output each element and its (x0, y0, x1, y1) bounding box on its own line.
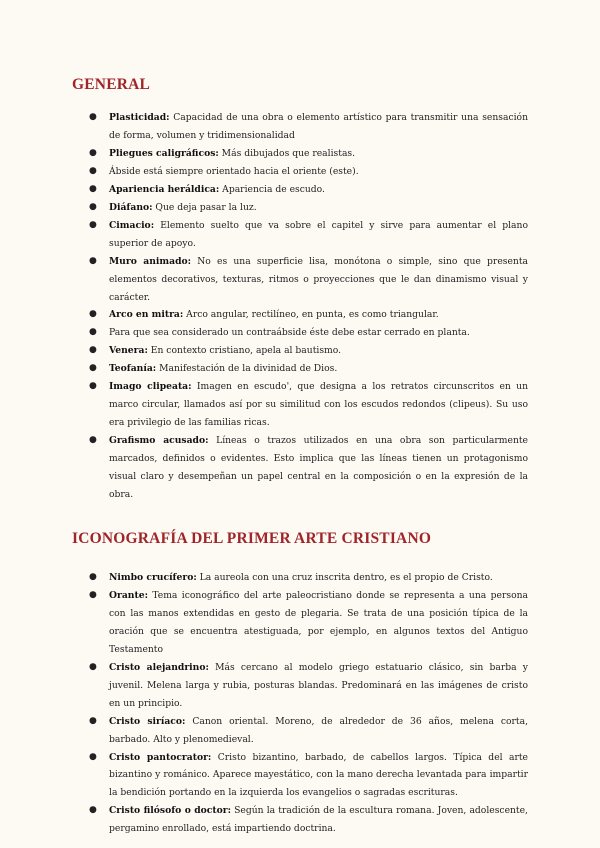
glossary-definition: Que deja pasar la luz. (152, 201, 257, 213)
bullet-icon: ● (89, 345, 97, 356)
glossary-term: Imago clipeata: (109, 381, 192, 393)
glossary-item (72, 587, 528, 659)
bullet-icon: ● (89, 661, 97, 672)
glossary-definition: Elemento suelto que va sobre el capitel y sirve para aumentar el plano superior de apoyo. (109, 219, 528, 249)
bullet-icon: ● (89, 112, 97, 122)
glossary-item (72, 109, 528, 145)
glossary-term: Venera: (109, 345, 148, 357)
bullet-icon: ● (89, 381, 97, 392)
glossary-definition: En contexto cristiano, apela al bautismo. (147, 345, 342, 357)
glossary-definition: Arco angular, rectilíneo, en punta, es como triangular. (183, 309, 439, 321)
glossary-item (72, 324, 528, 342)
glossary-definition: Canon oriental. Moreno, de alrededor de 36 años, melena corta, barbado. Alto y plenomedieval. (109, 715, 529, 745)
glossary-definition: Más cercano al modelo griego estatuario clásico, sin barba y juvenil. Melena larga y rubia, posturas blandas. Predominará en las imágenes de cristo en un principio. (109, 661, 528, 709)
bullet-icon: ● (89, 147, 97, 158)
glossary-item (72, 342, 528, 360)
section-heading-general: GENERAL (72, 76, 151, 93)
glossary-item (72, 802, 528, 838)
glossary-definition: Para que sea considerado un contraábside éste debe estar cerrado en planta. (109, 327, 470, 339)
bullet-icon: ● (89, 255, 97, 266)
bullet-icon: ● (89, 571, 97, 582)
glossary-term: Arco en mitra: (109, 309, 184, 321)
bullet-icon: ● (89, 165, 97, 176)
bullet-icon: ● (89, 715, 97, 726)
bullet-icon: ● (89, 751, 97, 762)
glossary-definition: Apariencia de escudo. (219, 183, 325, 195)
glossary-item (72, 749, 528, 803)
glossary-term: Diáfano: (109, 201, 153, 213)
bullet-icon: ● (89, 183, 97, 194)
glossary-definition: No es una superficie lisa, monótona o simple, sino que presenta elementos decorativos, texturas, ritmos o proyecciones que le dan dinamismo visual y carácter. (109, 255, 528, 303)
glossary-item (72, 253, 528, 307)
glossary-list-iconografia (72, 569, 528, 838)
glossary-term: Pliegues caligráficos: (109, 147, 219, 159)
glossary-term: Apariencia heráldica: (109, 183, 220, 195)
glossary-item (72, 306, 528, 324)
glossary-definition: La aureola con una cruz inscrita dentro, es el propio de Cristo. (196, 571, 493, 583)
glossary-item (72, 199, 528, 217)
glossary-item (72, 569, 528, 587)
glossary-definition: Según la tradición de la escultura romana. Joven, adolescente, pergamino enrollado, está impartiendo doctrina. (109, 805, 528, 835)
glossary-definition: Tema iconográfico del arte paleocristiano donde se representa a una persona con las manos extendidas en gesto de plegaria. Se trata de una posición típica de la oración que se encuentra atestiguada, por ejemplo, en algunos textos del Antiguo Testamento (109, 589, 528, 655)
glossary-term: Nimbo crucífero: (109, 571, 197, 583)
glossary-item (72, 145, 528, 163)
glossary-definition: Manifestación de la divinidad de Dios. (156, 363, 338, 375)
glossary-item (72, 659, 528, 713)
glossary-definition: Más dibujados que realistas. (218, 147, 356, 159)
bullet-icon: ● (89, 589, 97, 600)
glossary-term: Cristo alejandrino: (109, 661, 209, 673)
glossary-term: Cristo pantocrator: (109, 751, 212, 763)
bullet-icon: ● (89, 309, 97, 320)
glossary-item (72, 217, 528, 253)
glossary-item (72, 713, 528, 749)
glossary-term: Muro animado: (109, 255, 192, 267)
glossary-term: Orante: (109, 589, 148, 601)
glossary-item (72, 378, 528, 432)
glossary-item (72, 163, 528, 181)
glossary-definition: Cristo bizantino, barbado, de cabellos largos. Típica del arte bizantino y románico. Aparece mayestático, con la mano derecha levantada para impartir la bendición portando en la izquierda los evangelios o sagradas escrituras. (109, 751, 528, 799)
bullet-icon: ● (89, 201, 97, 212)
glossary-term: Cristo filósofo o doctor: (109, 805, 231, 817)
glossary-term: Cristo siríaco: (109, 715, 186, 727)
glossary-term: Plasticidad: (109, 112, 170, 123)
glossary-term: Grafismo acusado: (109, 435, 209, 447)
glossary-item (72, 432, 528, 504)
bullet-icon: ● (89, 805, 97, 816)
glossary-definition: Capacidad de una obra o elemento artístico para transmitir una sensación de forma, volumen y tridimensionalidad (109, 112, 528, 141)
glossary-definition: Imagen en escudo', que designa a los retratos circunscritos en un marco circular, llamados así por su similitud con los escudos redondos (clipeus). Su uso era privilegio de las familias ricas. (109, 381, 528, 429)
glossary-item (72, 181, 528, 199)
glossary-definition: Líneas o trazos utilizados en una obra son particularmente marcados, definidos o evidentes. Esto implica que las líneas tienen un protagonismo visual claro y desempeñan un papel central en la composición o en la expresión de la obra. (109, 435, 528, 501)
bullet-icon: ● (89, 363, 97, 374)
glossary-definition: Ábside está siempre orientado hacia el oriente (este). (109, 165, 359, 177)
section-heading-iconografia: ICONOGRAFÍA DEL PRIMER ARTE CRISTIANO (72, 529, 432, 547)
glossary-item (72, 360, 528, 378)
bullet-icon: ● (89, 219, 97, 230)
glossary-term: Cimacio: (109, 219, 155, 231)
bullet-icon: ● (89, 435, 97, 446)
bullet-icon: ● (89, 327, 97, 338)
glossary-term: Teofanía: (109, 363, 157, 375)
glossary-list-general (72, 109, 528, 504)
